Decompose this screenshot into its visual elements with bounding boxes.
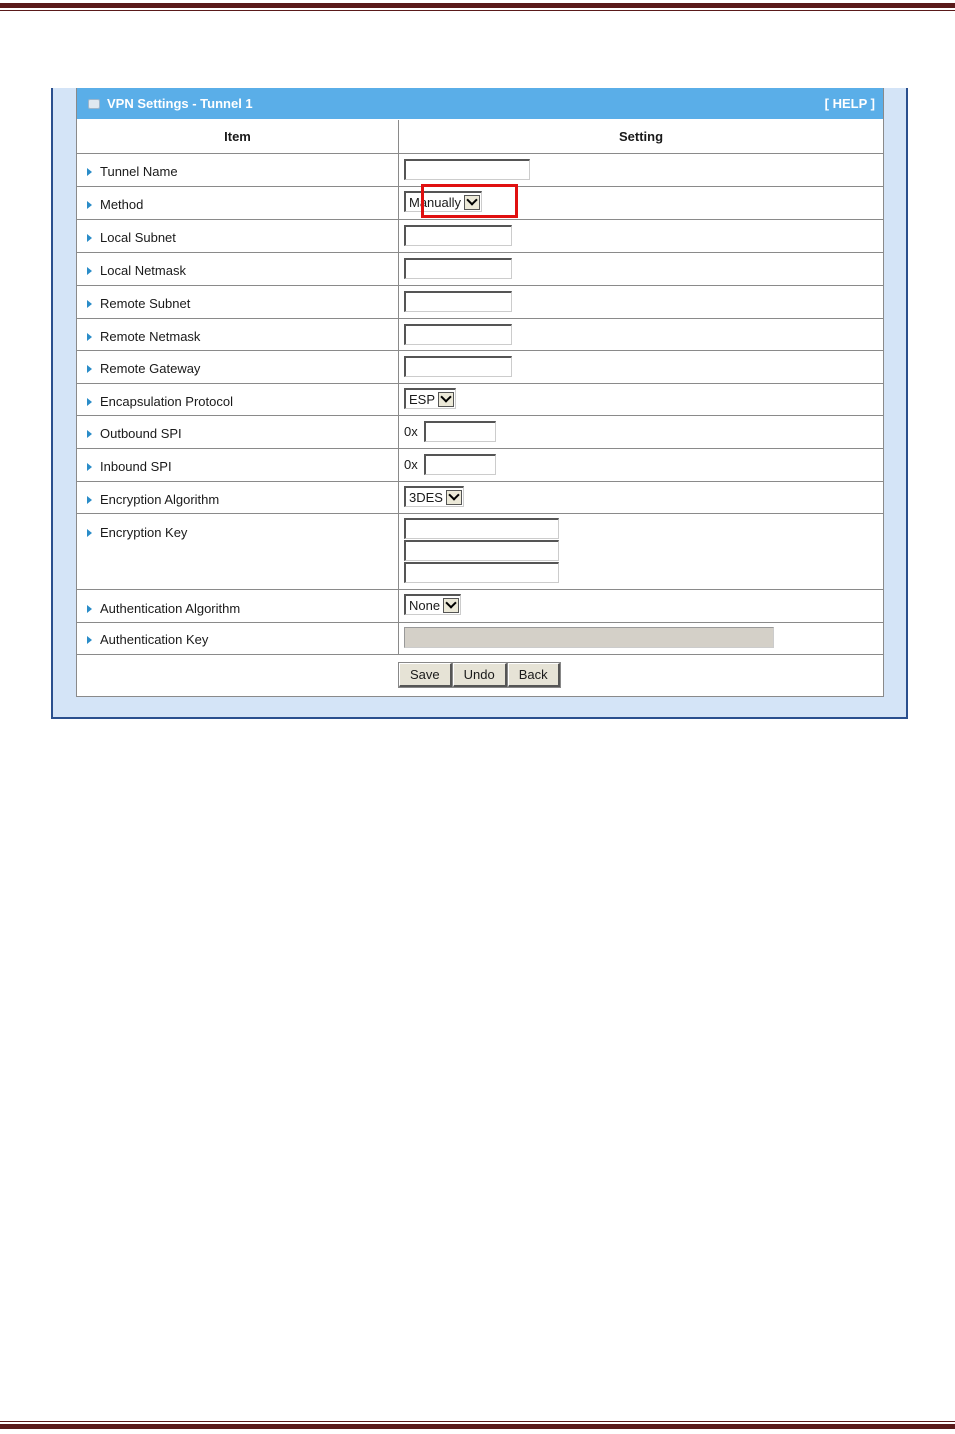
row-label bbox=[87, 197, 143, 212]
table-header bbox=[77, 120, 883, 154]
screenshot-frame bbox=[51, 88, 908, 719]
arrow-right-icon bbox=[87, 201, 92, 209]
row-setting bbox=[404, 291, 512, 312]
arrow-right-icon bbox=[87, 463, 92, 471]
row-label bbox=[87, 329, 200, 344]
header-setting: Setting bbox=[618, 129, 664, 144]
row-label bbox=[87, 492, 219, 507]
row-local-subnet bbox=[77, 220, 883, 253]
row-encryption-algorithm bbox=[77, 482, 883, 514]
bullet-icon bbox=[88, 99, 100, 109]
form-buttons bbox=[399, 663, 561, 687]
row-label bbox=[87, 164, 178, 179]
encryption-key-input-3[interactable] bbox=[404, 562, 559, 583]
row-setting bbox=[404, 421, 496, 442]
row-label bbox=[87, 601, 240, 616]
row-remote-netmask bbox=[77, 319, 883, 351]
row-label bbox=[87, 361, 200, 376]
row-label bbox=[87, 394, 233, 409]
header-item: Item bbox=[224, 129, 251, 144]
arrow-right-icon bbox=[87, 398, 92, 406]
row-remote-gateway bbox=[77, 351, 883, 384]
method-selected: Manually bbox=[409, 194, 462, 210]
local-subnet-input[interactable] bbox=[404, 225, 512, 246]
help-link[interactable]: [ HELP ] bbox=[824, 96, 875, 111]
arrow-right-icon bbox=[87, 168, 92, 176]
row-label bbox=[87, 230, 176, 245]
encapsulation-protocol-select[interactable] bbox=[404, 388, 456, 409]
row-setting bbox=[404, 258, 512, 279]
method-label: Method bbox=[100, 197, 144, 212]
bottom-rule-thin bbox=[0, 1421, 955, 1422]
remote-netmask-input[interactable] bbox=[404, 324, 512, 345]
row-setting bbox=[404, 225, 512, 246]
chevron-down-icon[interactable] bbox=[438, 392, 454, 407]
panel-title: VPN Settings - Tunnel 1 bbox=[107, 96, 253, 111]
authentication-key-label: Authentication Key bbox=[100, 632, 209, 647]
arrow-right-icon bbox=[87, 430, 92, 438]
encryption-key-label: Encryption Key bbox=[100, 525, 188, 540]
remote-netmask-label: Remote Netmask bbox=[100, 329, 201, 344]
arrow-right-icon bbox=[87, 267, 92, 275]
row-label bbox=[87, 263, 186, 278]
outbound-spi-input[interactable] bbox=[424, 421, 496, 442]
row-tunnel-name bbox=[77, 154, 883, 187]
row-outbound-spi bbox=[77, 416, 883, 449]
encapsulation-protocol-label: Encapsulation Protocol bbox=[100, 394, 233, 409]
encryption-algorithm-selected: 3DES bbox=[409, 489, 443, 505]
local-subnet-label: Local Subnet bbox=[100, 230, 176, 245]
authentication-algorithm-selected: None bbox=[409, 597, 441, 613]
row-label bbox=[87, 426, 182, 441]
remote-gateway-label: Remote Gateway bbox=[100, 361, 201, 376]
row-setting bbox=[404, 486, 464, 507]
remote-gateway-input[interactable] bbox=[404, 356, 512, 377]
row-label bbox=[87, 459, 172, 474]
chevron-down-icon[interactable] bbox=[443, 598, 459, 613]
row-remote-subnet bbox=[77, 286, 883, 319]
row-authentication-algorithm bbox=[77, 590, 883, 623]
row-setting bbox=[404, 518, 559, 583]
encryption-algorithm-select[interactable] bbox=[404, 486, 464, 507]
row-label bbox=[87, 296, 190, 311]
row-setting bbox=[404, 356, 512, 377]
inbound-spi-label: Inbound SPI bbox=[100, 459, 172, 474]
encapsulation-protocol-selected: ESP bbox=[409, 391, 436, 407]
local-netmask-input[interactable] bbox=[404, 258, 512, 279]
row-local-netmask bbox=[77, 253, 883, 286]
arrow-right-icon bbox=[87, 333, 92, 341]
chevron-down-icon[interactable] bbox=[446, 490, 462, 505]
top-rule-thick bbox=[0, 3, 955, 8]
vpn-settings-panel bbox=[76, 88, 884, 697]
row-inbound-spi bbox=[77, 449, 883, 482]
arrow-right-icon bbox=[87, 529, 92, 537]
remote-subnet-input[interactable] bbox=[404, 291, 512, 312]
top-rule-thin bbox=[0, 10, 955, 11]
authentication-algorithm-select[interactable] bbox=[404, 594, 461, 615]
inbound-spi-prefix: 0x bbox=[404, 457, 418, 472]
arrow-right-icon bbox=[87, 605, 92, 613]
row-label bbox=[87, 632, 208, 647]
outbound-spi-label: Outbound SPI bbox=[100, 426, 182, 441]
encryption-key-input-2[interactable] bbox=[404, 540, 559, 561]
tunnel-name-label: Tunnel Name bbox=[100, 164, 178, 179]
authentication-algorithm-label: Authentication Algorithm bbox=[100, 601, 241, 616]
tunnel-name-input[interactable] bbox=[404, 159, 530, 180]
remote-subnet-label: Remote Subnet bbox=[100, 296, 191, 311]
row-setting bbox=[404, 159, 530, 180]
arrow-right-icon bbox=[87, 300, 92, 308]
arrow-right-icon bbox=[87, 496, 92, 504]
outbound-spi-prefix: 0x bbox=[404, 424, 418, 439]
undo-button[interactable]: Undo bbox=[453, 663, 507, 687]
panel-title-bar bbox=[77, 88, 883, 120]
row-encapsulation-protocol bbox=[77, 384, 883, 416]
row-setting bbox=[404, 627, 774, 648]
arrow-right-icon bbox=[87, 636, 92, 644]
row-setting bbox=[404, 454, 496, 475]
encryption-key-input-1[interactable] bbox=[404, 518, 559, 539]
save-button[interactable]: Save bbox=[399, 663, 452, 687]
method-highlight-box bbox=[421, 184, 518, 218]
row-setting bbox=[404, 594, 461, 615]
encryption-algorithm-label: Encryption Algorithm bbox=[100, 492, 220, 507]
authentication-key-input bbox=[404, 627, 774, 648]
row-label bbox=[87, 525, 187, 540]
arrow-right-icon bbox=[87, 365, 92, 373]
inbound-spi-input[interactable] bbox=[424, 454, 496, 475]
row-authentication-key bbox=[77, 623, 883, 655]
row-encryption-key bbox=[77, 514, 883, 590]
row-setting bbox=[404, 388, 456, 409]
back-button[interactable]: Back bbox=[508, 663, 560, 687]
arrow-right-icon bbox=[87, 234, 92, 242]
row-setting bbox=[404, 324, 512, 345]
local-netmask-label: Local Netmask bbox=[100, 263, 186, 278]
bottom-rule-thick bbox=[0, 1424, 955, 1429]
